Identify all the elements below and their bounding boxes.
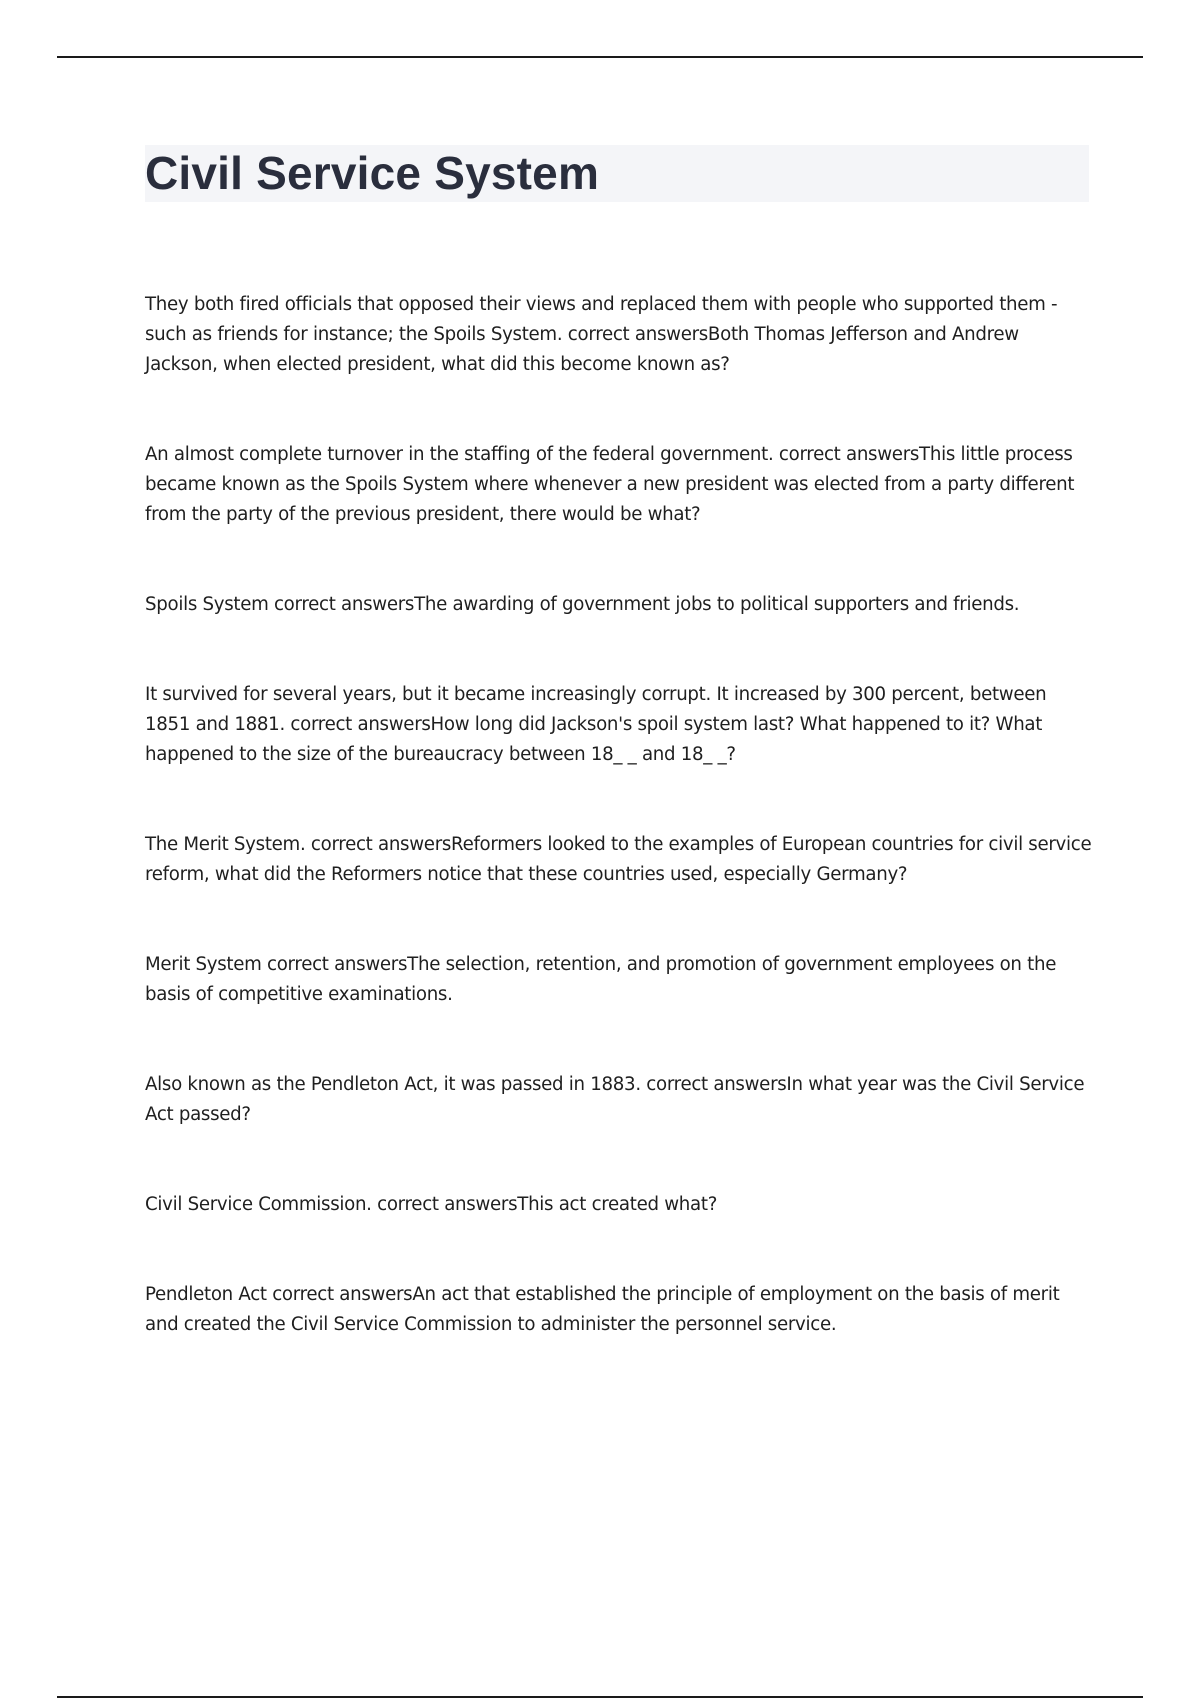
qa-item: Civil Service Commission. correct answersThis act created what?	[145, 1194, 718, 1215]
title-banner	[145, 145, 1089, 202]
qa-item: Pendleton Act correct answersAn act that established the principle of employment on the basis of merit and created the Civil Service Commission to administer the personnel service.	[145, 1284, 1060, 1335]
qa-item: An almost complete turnover in the staffing of the federal government. correct answersThis little process became known as the Spoils System where whenever a new president was elected from a party different from the party of the previous president, there would be what?	[145, 444, 1075, 525]
qa-item: They both fired officials that opposed their views and replaced them with people who supported them - such as friends for instance; the Spoils System. correct answersBoth Thomas Jefferson and Andrew Jackson, when elected president, what did this become known as?	[145, 294, 1058, 375]
bottom-rule	[57, 1696, 1143, 1698]
qa-list	[145, 290, 1095, 1340]
qa-item: The Merit System. correct answersReformers looked to the examples of European countries for civil service reform, what did the Reformers notice that these countries used, especially Germany?	[145, 834, 1092, 885]
qa-item: It survived for several years, but it became increasingly corrupt. It increased by 300 percent, between 1851 and 1881. correct answersHow long did Jackson's spoil system last? What happened to it? What happened to the size of the bureaucracy between 18_ _ and 18_ _?	[145, 684, 1047, 765]
qa-item: Also known as the Pendleton Act, it was passed in 1883. correct answersIn what year was the Civil Service Act passed?	[145, 1074, 1085, 1125]
qa-item: Merit System correct answersThe selection, retention, and promotion of government employees on the basis of competitive examinations.	[145, 954, 1057, 1005]
page-title: Civil Service System	[145, 147, 600, 199]
qa-item: Spoils System correct answersThe awarding of government jobs to political supporters and friends.	[145, 594, 1020, 615]
top-rule	[57, 56, 1143, 58]
